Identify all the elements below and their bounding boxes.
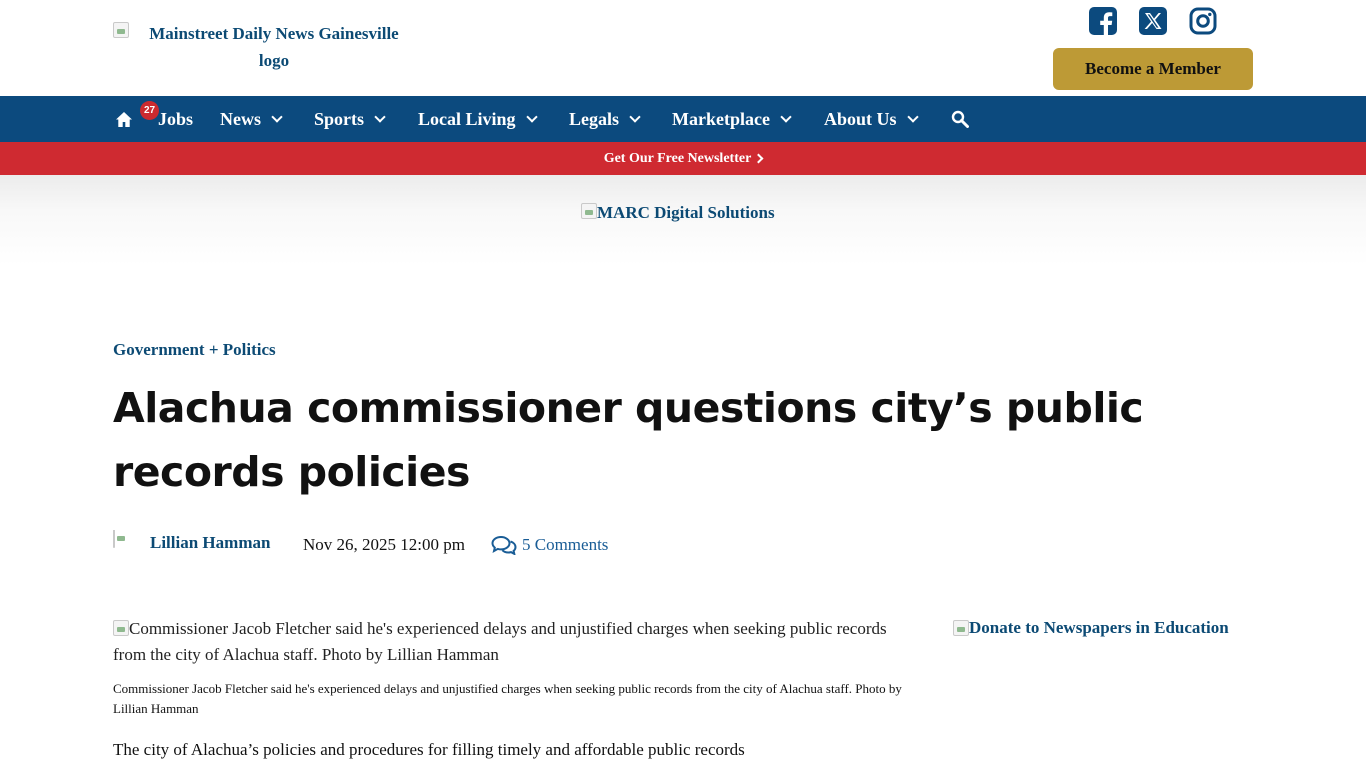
comments-count: 5 Comments	[522, 535, 609, 554]
search-icon[interactable]	[951, 110, 969, 128]
social-links	[1088, 6, 1218, 36]
nav-item-jobs[interactable]	[158, 96, 193, 142]
logo-alt-text: Mainstreet Daily News Gainesville logo	[149, 24, 399, 70]
nav-item-label: Legals	[569, 108, 620, 129]
chevron-down-icon	[526, 111, 537, 122]
chevron-down-icon	[780, 111, 791, 122]
article-body-paragraph: The city of Alachua’s policies and procedures for filling timely and affordable public records	[113, 740, 745, 759]
donate-ad-link[interactable]	[953, 615, 1229, 641]
article-featured-image	[113, 615, 903, 668]
broken-image-icon	[953, 620, 969, 636]
chevron-down-icon	[907, 111, 918, 122]
image-alt-text	[113, 615, 903, 668]
publish-date: Nov 26, 2025 12:00 pm	[303, 535, 465, 554]
comments-link[interactable]	[491, 535, 608, 555]
chevron-down-icon	[374, 111, 385, 122]
ad-alt-text: MARC Digital Solutions	[597, 203, 775, 222]
nav-item-label: Sports	[314, 108, 365, 129]
nav-item-local-living[interactable]	[418, 96, 536, 142]
x-twitter-icon[interactable]	[1138, 6, 1168, 36]
article-byline	[113, 530, 713, 560]
main-navigation	[0, 96, 1366, 142]
instagram-icon[interactable]	[1188, 6, 1218, 36]
article-headline: Alachua commissioner questions city’s public records policies	[113, 384, 1144, 496]
nav-item-label: Jobs	[158, 108, 194, 129]
nav-item-label: Local Living	[418, 108, 516, 129]
home-icon[interactable]	[115, 111, 133, 128]
site-header	[0, 0, 1366, 96]
author-link[interactable]: Lillian Hamman	[150, 533, 271, 552]
jobs-count-badge: 27	[140, 101, 159, 120]
donate-alt-text: Donate to Newspapers in Education	[969, 618, 1229, 637]
broken-image-icon	[113, 620, 129, 636]
comments-icon	[491, 535, 517, 555]
broken-image-icon	[113, 22, 129, 38]
nav-item-legals[interactable]	[569, 96, 639, 142]
broken-image-icon	[581, 203, 597, 219]
site-logo[interactable]	[113, 20, 413, 80]
nav-item-sports[interactable]	[314, 96, 384, 142]
nav-item-marketplace[interactable]	[672, 96, 790, 142]
image-caption: Commissioner Jacob Fletcher said he's experienced delays and unjustified charges when seeking public records from the city of Alachua staff. Photo by Lillian Hamman	[113, 681, 902, 716]
become-member-button[interactable]: Become a Member	[1053, 48, 1253, 90]
newsletter-label: Get Our Free Newsletter	[603, 150, 752, 166]
ad-banner-link[interactable]	[581, 203, 775, 223]
article-category-link[interactable]: Government + Politics	[113, 340, 276, 359]
author-avatar[interactable]	[113, 530, 143, 560]
nav-item-label: Marketplace	[672, 108, 770, 129]
nav-item-news[interactable]	[220, 96, 281, 142]
nav-item-label: News	[220, 108, 261, 129]
image-alt-text-value: Commissioner Jacob Fletcher said he's experienced delays and unjustified charges when seeking public records from the city of Alachua staff. Photo by Lillian Hamman	[113, 619, 887, 664]
chevron-right-icon	[754, 154, 764, 164]
newsletter-signup-bar[interactable]	[0, 142, 1366, 175]
nav-item-about-us[interactable]	[824, 96, 917, 142]
ad-banner-area	[0, 175, 1366, 265]
facebook-icon[interactable]	[1088, 6, 1118, 36]
chevron-down-icon	[629, 111, 640, 122]
chevron-down-icon	[271, 111, 282, 122]
nav-item-label: About Us	[824, 108, 897, 129]
broken-image-icon	[113, 530, 115, 548]
